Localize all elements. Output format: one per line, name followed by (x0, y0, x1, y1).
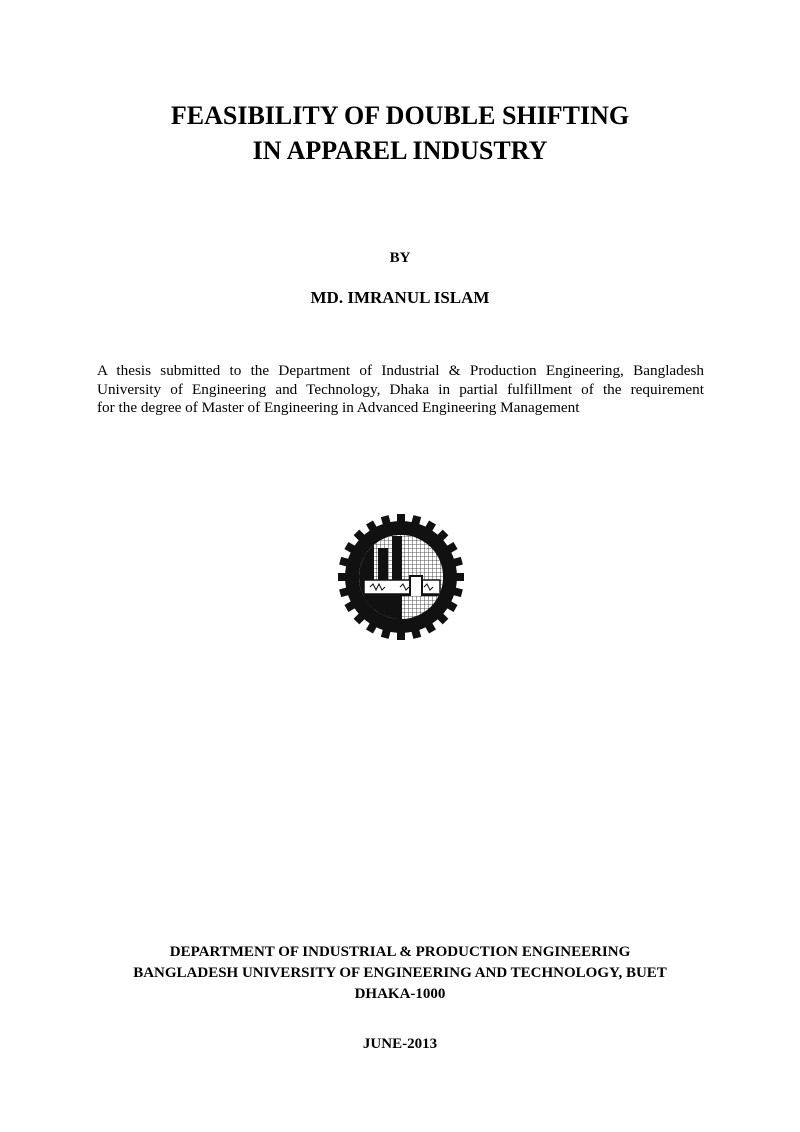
submission-statement-line-1: A thesis submitted to the Department of Industrial & Production Engineering, Bangladesh (97, 362, 704, 379)
department-block (0, 942, 800, 1005)
department-name: DEPARTMENT OF INDUSTRIAL & PRODUCTION ENGINEERING (169, 944, 631, 960)
submission-statement-line-2: University of Engineering and Technology, Dhaka in partial fulfillment of the requirement (97, 380, 704, 398)
university-location: DHAKA-1000 (354, 986, 446, 1002)
thesis-title-line-1: FEASIBILITY OF DOUBLE SHIFTING (170, 101, 630, 130)
university-name: BANGLADESH UNIVERSITY OF ENGINEERING AND TECHNOLOGY, BUET (133, 965, 667, 981)
buet-gear-logo-icon (336, 512, 466, 642)
thesis-title (0, 98, 800, 168)
submission-statement (97, 362, 704, 418)
author-name: MD. IMRANUL ISLAM (310, 288, 490, 307)
by-label: BY (389, 250, 411, 266)
submission-date: JUNE-2013 (362, 1036, 438, 1052)
thesis-title-line-2: IN APPAREL INDUSTRY (252, 136, 548, 165)
submission-statement-line-3: for the degree of Master of Engineering in Advanced Engineering Management (97, 399, 580, 416)
